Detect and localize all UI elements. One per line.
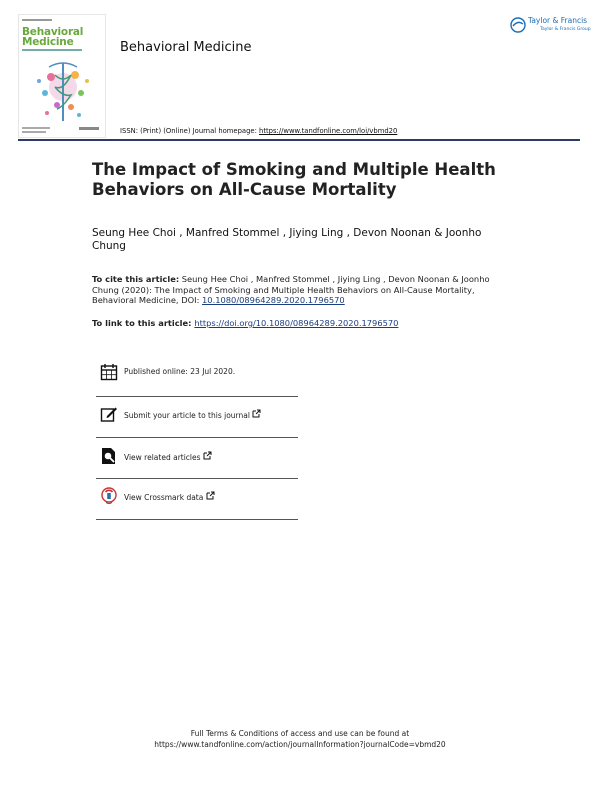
cover-masthead xyxy=(22,19,52,21)
journal-homepage-link[interactable]: https://www.tandfonline.com/loi/vbmd20 xyxy=(259,127,398,135)
calendar-icon xyxy=(100,363,118,381)
issn-line xyxy=(120,127,397,135)
publisher-logo xyxy=(510,14,591,38)
external-link-icon xyxy=(203,451,212,460)
cover-footer-text xyxy=(22,131,46,133)
publisher-logo-subtext: Taylor & Francis Group xyxy=(540,27,591,32)
article-link[interactable]: https://doi.org/10.1080/08964289.2020.1796570 xyxy=(194,318,399,328)
journal-title: Behavioral Medicine xyxy=(120,40,252,55)
article-title: The Impact of Smoking and Multiple Health Behaviors on All-Cause Mortality xyxy=(92,160,496,199)
cover-title-line2: Medicine xyxy=(22,36,74,48)
cover-illustration xyxy=(27,57,99,125)
cover-publisher-mark xyxy=(79,127,99,130)
header-divider xyxy=(18,139,580,141)
footer xyxy=(0,728,600,750)
citation xyxy=(92,274,512,306)
crossmark-row[interactable] xyxy=(96,477,298,517)
submit-article-label[interactable]: Submit your article to this journal xyxy=(124,409,261,420)
footer-terms-text: Full Terms & Conditions of access and use can be found at xyxy=(190,729,410,738)
citation-label: To cite this article: xyxy=(92,274,180,284)
doi-link[interactable]: 10.1080/08964289.2020.1796570 xyxy=(202,295,345,305)
published-online-row xyxy=(96,353,298,393)
cover-title-line1: Behavioral xyxy=(22,26,84,38)
article-link-line xyxy=(92,318,512,328)
related-articles-row[interactable] xyxy=(96,437,298,477)
cover-subtitle xyxy=(22,49,82,51)
external-link-icon xyxy=(252,409,261,418)
publisher-logo-text: Taylor & Francis xyxy=(528,16,588,25)
footer-terms-link[interactable]: https://www.tandfonline.com/action/journalInformation?journalCode=vbmd20 xyxy=(154,740,446,749)
crossmark-icon xyxy=(100,487,118,505)
journal-cover xyxy=(18,14,106,138)
link-label: To link to this article: xyxy=(92,318,195,328)
cover-footer-text xyxy=(22,127,50,129)
related-articles-label[interactable]: View related articles xyxy=(124,451,212,462)
published-online-label: Published online: 23 Jul 2020. xyxy=(124,367,236,376)
search-doc-icon xyxy=(100,447,118,465)
external-link-icon xyxy=(206,491,215,500)
publisher-logo-icon xyxy=(510,17,526,33)
article-authors: Seung Hee Choi , Manfred Stommel , Jiying Ling , Devon Noonan & Joonho Chung xyxy=(92,227,482,252)
crossmark-label[interactable]: View Crossmark data xyxy=(124,491,215,502)
submit-article-row[interactable] xyxy=(96,395,298,435)
row-divider xyxy=(96,519,298,520)
edit-icon xyxy=(100,405,118,423)
issn-text: ISSN: (Print) (Online) Journal homepage: xyxy=(120,127,260,135)
citation-text: Seung Hee Choi , Manfred Stommel , Jiying Ling , Devon Noonan & Joonho Chung (2020): The Impact of Smoking and Multiple Health Behaviors on All-Cause Mortality, Behavioral Medicine, DOI: xyxy=(92,274,490,305)
